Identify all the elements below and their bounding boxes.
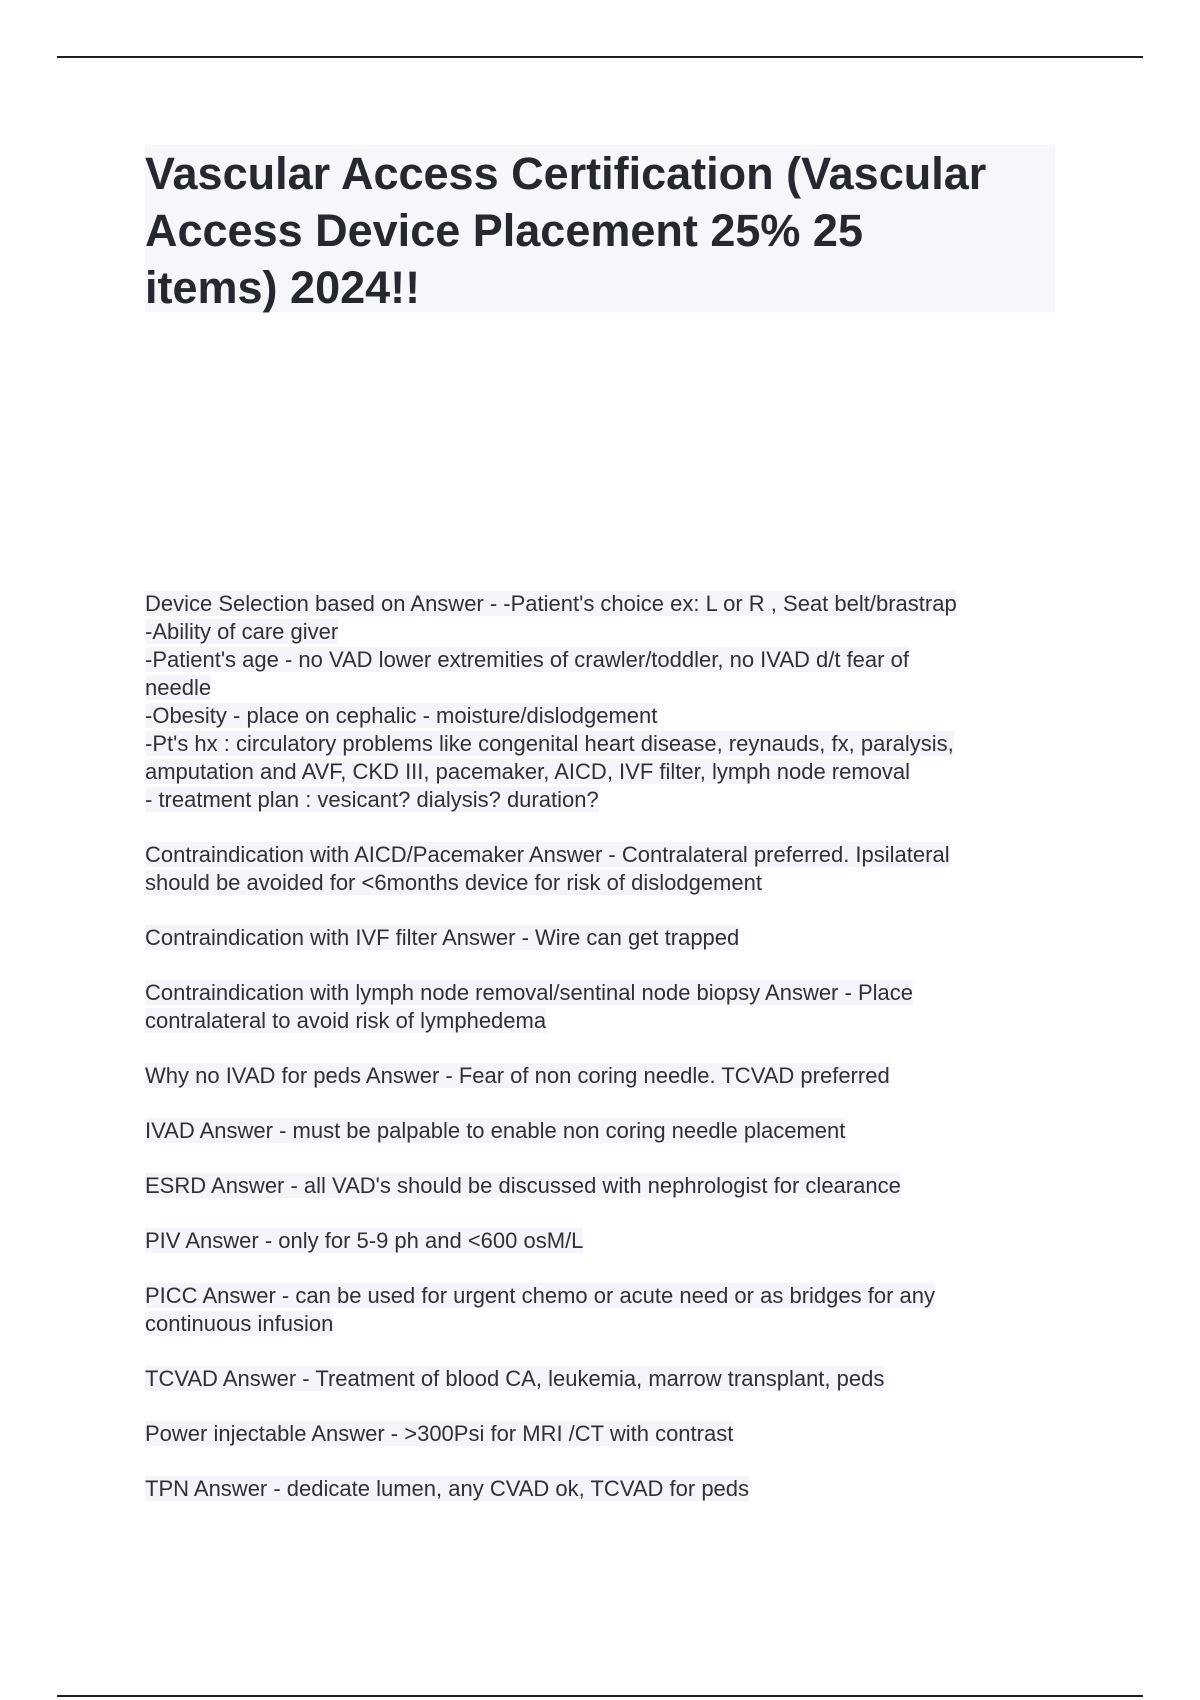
qa-entry-text: contralateral to avoid risk of lymphedema (145, 1008, 547, 1033)
qa-entry-text: Why no IVAD for peds Answer - Fear of non coring needle. TCVAD preferred (145, 1063, 890, 1088)
qa-entry (145, 1475, 1075, 1503)
qa-entry-line (145, 841, 1075, 869)
qa-entry-text: -Patient's age - no VAD lower extremities of crawler/toddler, no IVAD d/t fear of (145, 647, 909, 672)
qa-entry-text: - treatment plan : vesicant? dialysis? duration? (145, 787, 599, 812)
qa-entry (145, 1282, 1075, 1338)
qa-entry-line (145, 1310, 1075, 1338)
qa-entry (145, 1172, 1075, 1200)
qa-entry-line (145, 1227, 1075, 1255)
qa-entry (145, 1365, 1075, 1393)
qa-entry (145, 590, 1075, 814)
qa-entry-text: Contraindication with IVF filter Answer - Wire can get trapped (145, 925, 740, 950)
qa-list (145, 590, 1075, 1530)
top-divider (57, 56, 1143, 58)
qa-entry-line (145, 1420, 1075, 1448)
qa-entry (145, 1062, 1075, 1090)
qa-entry-line (145, 869, 1075, 897)
qa-entry-text: ESRD Answer - all VAD's should be discussed with nephrologist for clearance (145, 1173, 901, 1198)
qa-entry-line (145, 1117, 1075, 1145)
bottom-divider (57, 1695, 1143, 1697)
qa-entry-line (145, 1282, 1075, 1310)
qa-entry-text: Power injectable Answer - >300Psi for MRI /CT with contrast (145, 1421, 734, 1446)
qa-entry-text: IVAD Answer - must be palpable to enable non coring needle placement (145, 1118, 846, 1143)
qa-entry (145, 1227, 1075, 1255)
qa-entry (145, 924, 1075, 952)
qa-entry-line (145, 674, 1075, 702)
qa-entry-line (145, 758, 1075, 786)
qa-entry-text: Contraindication with lymph node removal/sentinal node biopsy Answer - Place (145, 980, 913, 1005)
qa-entry-text: needle (145, 675, 212, 700)
qa-entry-text: PICC Answer - can be used for urgent chemo or acute need or as bridges for any (145, 1283, 935, 1308)
qa-entry-line (145, 590, 1075, 618)
qa-entry-line (145, 1007, 1075, 1035)
qa-entry-line (145, 618, 1075, 646)
qa-entry-text: should be avoided for <6months device for risk of dislodgement (145, 870, 762, 895)
qa-entry (145, 841, 1075, 897)
document-title: Vascular Access Certification (Vascular Access Device Placement 25% 25 items) 2024!! (145, 148, 987, 313)
qa-entry-text: TPN Answer - dedicate lumen, any CVAD ok, TCVAD for peds (145, 1476, 750, 1501)
qa-entry-line (145, 924, 1075, 952)
qa-entry (145, 979, 1075, 1035)
qa-entry (145, 1117, 1075, 1145)
qa-entry-line (145, 1062, 1075, 1090)
qa-entry-line (145, 979, 1075, 1007)
qa-entry-text: amputation and AVF, CKD III, pacemaker, AICD, IVF filter, lymph node removal (145, 759, 911, 784)
qa-entry-line (145, 1475, 1075, 1503)
qa-entry-line (145, 646, 1075, 674)
qa-entry-text: -Ability of care giver (145, 619, 339, 644)
qa-entry-text: PIV Answer - only for 5-9 ph and <600 osM/L (145, 1228, 584, 1253)
qa-entry-text: continuous infusion (145, 1311, 334, 1336)
qa-entry-line (145, 730, 1075, 758)
qa-entry (145, 1420, 1075, 1448)
qa-entry-text: TCVAD Answer - Treatment of blood CA, leukemia, marrow transplant, peds (145, 1366, 885, 1391)
qa-entry-line (145, 702, 1075, 730)
qa-entry-text: Device Selection based on Answer - -Patient's choice ex: L or R , Seat belt/brastrap (145, 591, 957, 616)
qa-entry-text: -Obesity - place on cephalic - moisture/dislodgement (145, 703, 658, 728)
qa-entry-line (145, 786, 1075, 814)
qa-entry-line (145, 1365, 1075, 1393)
qa-entry-text: -Pt's hx : circulatory problems like congenital heart disease, reynauds, fx, paralysis, (145, 731, 954, 756)
qa-entry-text: Contraindication with AICD/Pacemaker Answer - Contralateral preferred. Ipsilateral (145, 842, 950, 867)
qa-entry-line (145, 1172, 1075, 1200)
